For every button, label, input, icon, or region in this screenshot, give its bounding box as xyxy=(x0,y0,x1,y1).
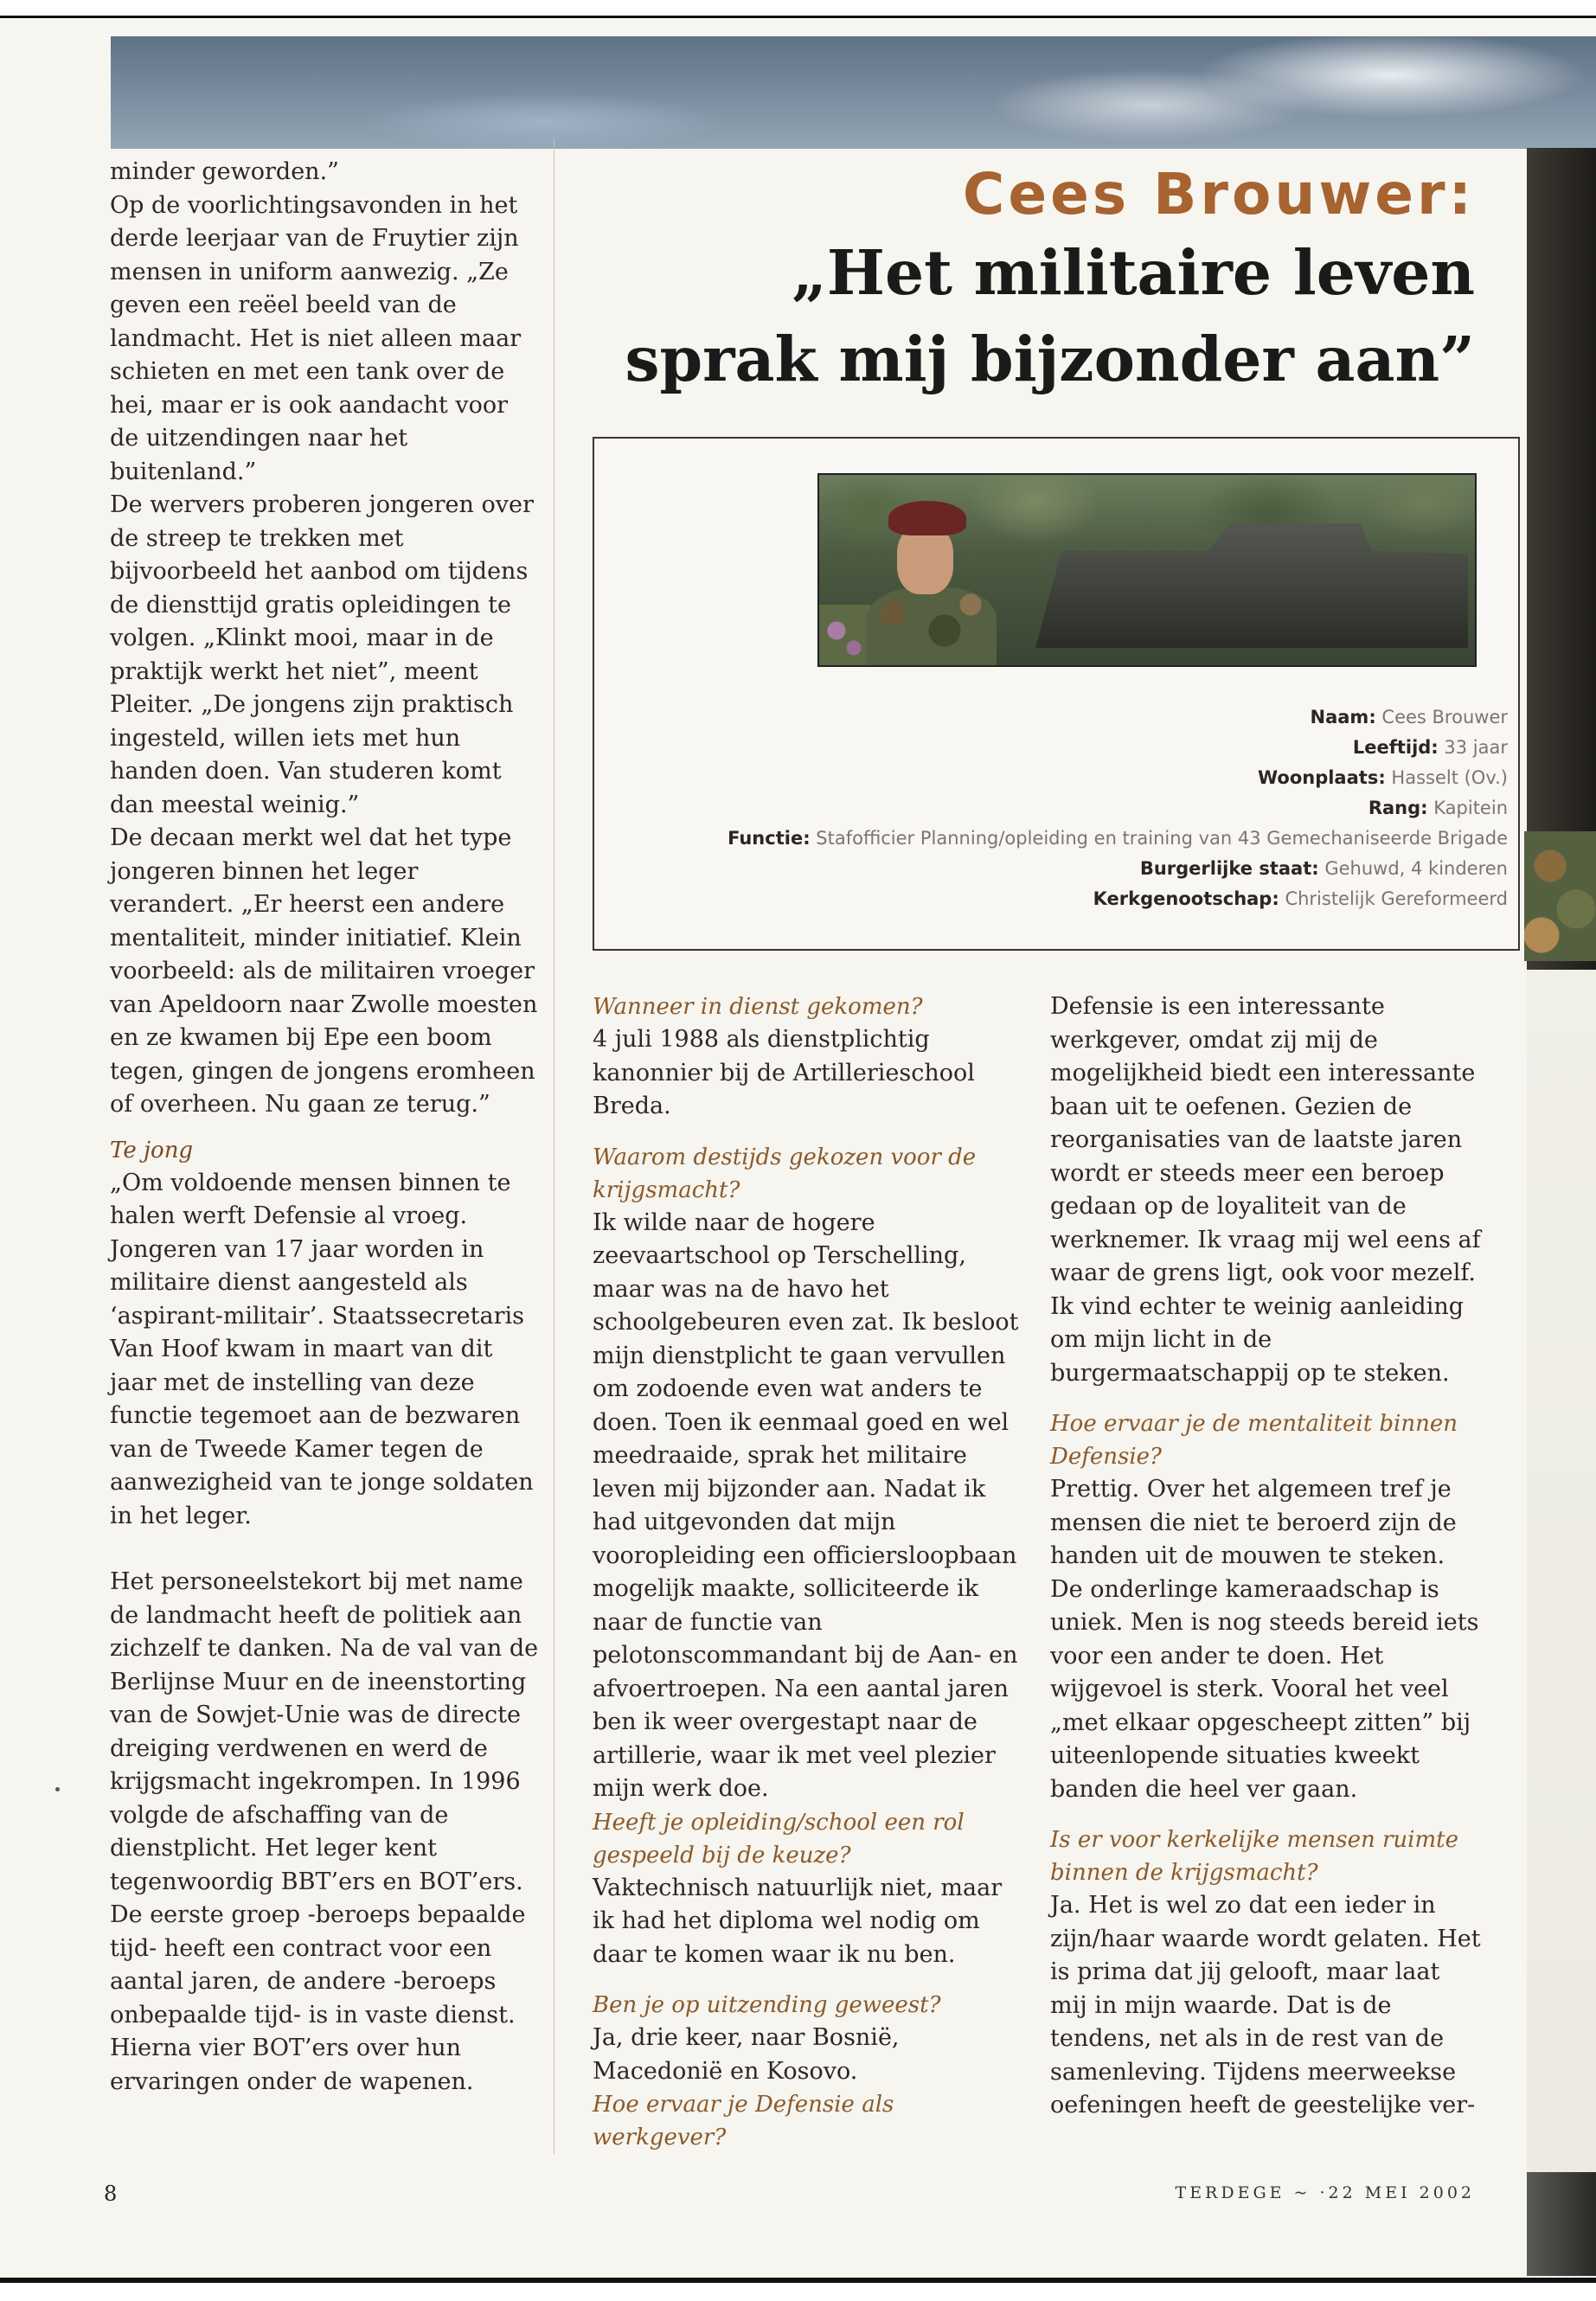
interview-question: Is er voor kerkelijke mensen ruimte binnen de krijgsmacht? xyxy=(1050,1827,1458,1886)
headline-kicker: Cees Brouwer: xyxy=(962,161,1475,228)
interview-answer: Vaktechnisch natuurlijk niet, maar ik had het diploma wel nodig om daar te komen waar ik nu ben. xyxy=(593,1874,1003,1968)
paragraph: Op de voorlichtingsavonden in het derde leerjaar van de Fruytier zijn mensen in uniform aanwezig. „Ze geven een reëel beeld van de landmacht. Het is niet alleen maar schieten en met een tank over de hei, maar er is ook aandacht voor de uitzendingen naar het buitenland.” xyxy=(110,191,522,485)
paragraph: minder geworden.” xyxy=(110,158,339,185)
profile-facts xyxy=(608,702,1508,914)
interview-question: Hoe ervaar je de mentaliteit binnen Defensie? xyxy=(1050,1411,1458,1470)
interview-question: Hoe ervaar je Defensie als werkgever? xyxy=(593,2092,894,2150)
fact-row-rank: Rang: Kapitein xyxy=(1368,798,1508,818)
interview-column-middle xyxy=(593,990,1025,2154)
right-edge-paper xyxy=(1527,970,1596,2181)
soldier-photo xyxy=(817,473,1477,667)
bottom-right-edge-photo xyxy=(1527,2172,1596,2276)
interview-answer: Defensie is een interessante werkgever, omdat zij mij de mogelijkheid biedt een interessante baan uit te oefenen. Gezien de reorganisaties van de laatste jaren wordt er steeds meer een beroep gedaan op de loyaliteit van de werknemer. Ik vraag mij wel eens af waar de grens ligt, ook voor mezelf. Ik vind echter te weinig aanleiding om mijn licht in de burgermaatschappij op te steken. xyxy=(1050,993,1481,1387)
fact-row-age: Leeftijd: 33 jaar xyxy=(1352,737,1508,758)
interview-column-right xyxy=(1050,990,1483,2123)
fact-row-residence: Woonplaats: Hasselt (Ov.) xyxy=(1257,767,1508,788)
interview-answer: Ja. Het is wel zo dat een ieder in zijn/haar waarde wordt gelaten. Het is prima dat jij gelooft, maar laat mij in mijn waarde. Dat is de tendens, net als in de rest van de samenleving. Tijdens meerweekse oefeningen heeft de geestelijke ver- xyxy=(1050,1892,1481,2118)
interview-answer: 4 juli 1988 als dienstplichtig kanonnier bij de Artillerieschool Breda. xyxy=(593,1026,975,1119)
paragraph: Het personeelstekort bij met name de landmacht heeft de politiek aan zichzelf te danken. Na de val van de Berlijnse Muur en de ineenstorting van de Sowjet-Unie was de directe dreiging verdwenen en werd de krijgsmacht ingekrompen. In 1996 volgde de afschaffing van de dienstplicht. Het leger kent tegenwoordig BBT’ers en BOT’ers. De eerste groep -beroeps bepaalde tijd- heeft een contract voor een aantal jaren, de andere -beroeps onbepaalde tijd- is in vaste dienst. Hierna vier BOT’ers over hun ervaringen onder de wapenen. xyxy=(110,1568,539,2095)
fact-row-denomination: Kerkgenootschap: Christelijk Gereformeerd xyxy=(1093,888,1508,909)
interview-question: Heeft je opleiding/school een rol gespeeld bij de keuze? xyxy=(593,1809,965,1868)
interview-question: Waarom destijds gekozen voor de krijgsmacht? xyxy=(593,1144,977,1203)
interview-question: Ben je op uitzending geweest? xyxy=(593,1992,941,2018)
sky-photo-banner xyxy=(111,36,1596,149)
fact-row-marital-status: Burgerlijke staat: Gehuwd, 4 kinderen xyxy=(1139,858,1508,879)
page-number: 8 xyxy=(104,2182,118,2206)
interview-answer: Ik wilde naar de hogere zeevaartschool op Terschelling, maar was na de havo het schoolgebeuren even zat. Ik besloot mijn dienstplicht te gaan vervullen om zodoende even wat anders te doen. Toen ik eenmaal goed en wel meedraaide, sprak het militaire leven mij bijzonder aan. Nadat ik had uitgevonden dat mijn vooropleiding een officiersloopbaan mogelijk maakte, solliciteerde ik naar de functie van pelotonscommandant bij de Aan- en afvoertroepen. Na een aantal jaren ben ik weer overgestapt naar de artillerie, waar ik met veel plezier mijn werk doe. xyxy=(593,1208,1019,1802)
paragraph: „Om voldoende mensen binnen te halen werft Defensie al vroeg. Jongeren van 17 jaar worden in militaire dienst aangesteld als ‘aspirant-militair’. Staatssecretaris Van Hoof kwam in maart van dit jaar met de instelling van deze functie tegemoet aan de bezwaren van de Tweede Kamer tegen de aanwezigheid van te jonge soldaten in het leger. xyxy=(110,1169,534,1529)
publication-footer: TERDEGE ~ ·22 MEI 2002 xyxy=(1175,2183,1475,2202)
paragraph: De decaan merkt wel dat het type jongeren binnen het leger verandert. „Er heerst een andere mentaliteit, minder initiatief. Klein voorbeeld: als de militairen vroeger van Apeldoorn naar Zwolle moesten en ze kwamen bij Epe een boom tegen, gingen de jongens eromheen of overheen. Nu gaan ze terug.” xyxy=(110,824,538,1118)
paragraph: De wervers proberen jongeren over de streep te trekken met bijvoorbeeld het aanbod om tijdens de diensttijd gratis opleidingen te volgen. „Klinkt mooi, maar in de praktijk werkt het niet”, meent Pleiter. „De jongens zijn praktisch ingesteld, willen iets met hun handen doen. Van studeren komt dan meestal weinig.” xyxy=(110,491,534,818)
interview-answer: Prettig. Over het algemeen tref je mensen die niet te beroerd zijn de handen uit de mouwen te steken. De onderlinge kameraadschap is uniek. Men is nog steeds bereid iets voor een ander te doen. Het wijgevoel is sterk. Vooral het veel „met elkaar opgescheept zitten” bij uiteenlopende situaties kweekt banden die heel ver gaan. xyxy=(1050,1476,1479,1803)
right-edge-camouflage xyxy=(1524,831,1596,961)
fact-row-function: Functie: Stafofficier Planning/opleiding en training van 43 Gemechaniseerde Brigade xyxy=(727,828,1508,849)
headline-title-line1: „Het militaire leven xyxy=(792,236,1475,309)
print-speck xyxy=(55,1787,60,1791)
interview-answer: Ja, drie keer, naar Bosnië, Macedonië en Kosovo. xyxy=(593,2024,900,2085)
left-column xyxy=(110,156,542,2099)
photo-flowers xyxy=(819,605,871,665)
section-subhead: Te jong xyxy=(110,1137,194,1163)
headline xyxy=(523,160,1475,402)
profile-box xyxy=(593,437,1520,951)
interview-question: Wanneer in dienst gekomen? xyxy=(593,994,923,1020)
fact-row-name: Naam: Cees Brouwer xyxy=(1310,707,1508,727)
headline-title-line2: sprak mij bijzonder aan” xyxy=(625,323,1475,395)
photo-soldier xyxy=(867,501,997,665)
